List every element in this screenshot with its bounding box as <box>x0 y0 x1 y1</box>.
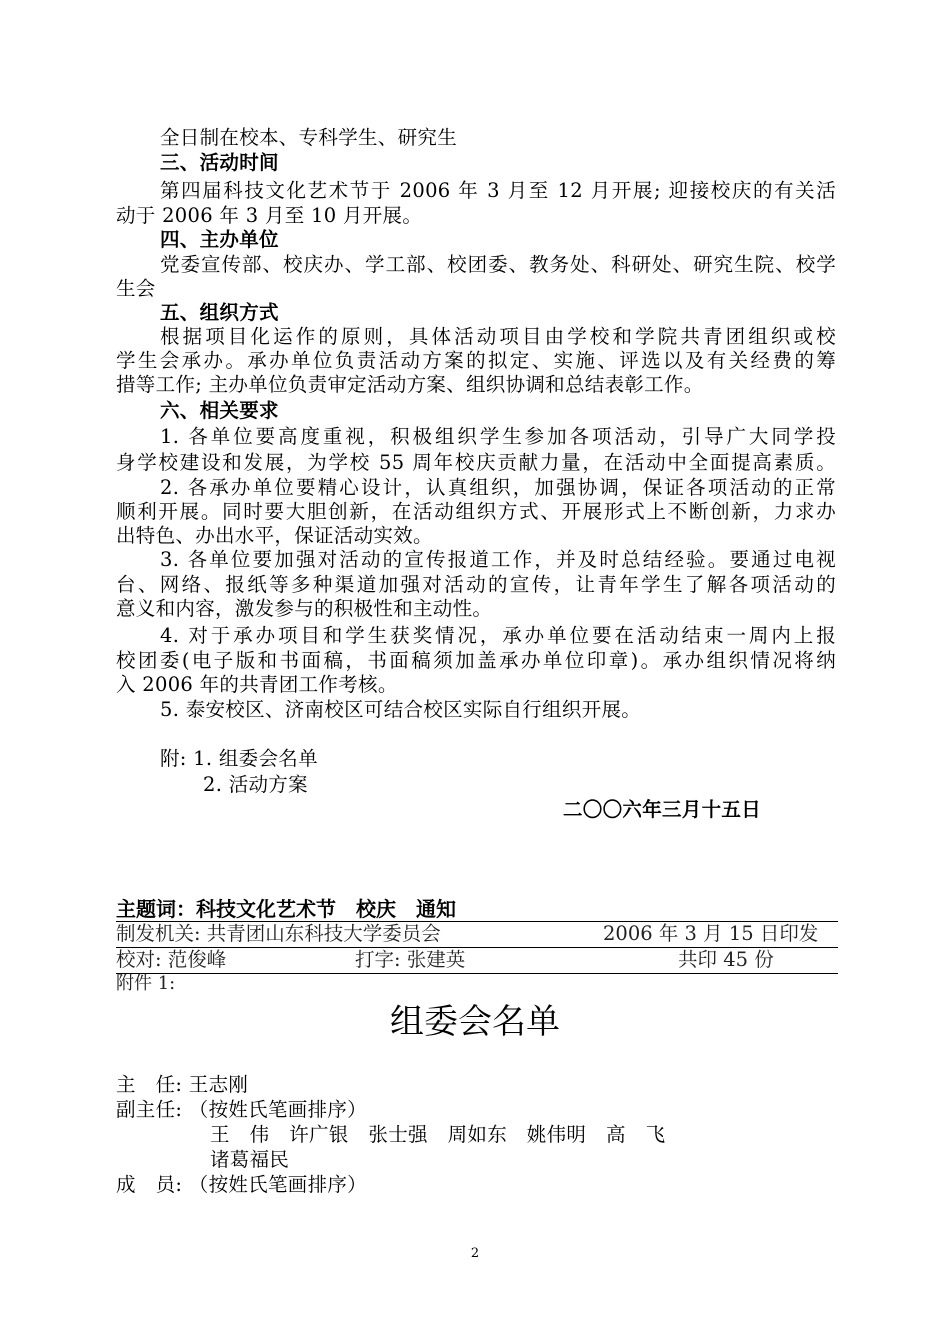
paragraph-line: 1. 各单位要高度重视，积极组织学生参加各项活动，引导广大同学投 <box>160 425 836 448</box>
scope-text: 全日制在校本、专科学生、研究生 <box>160 126 458 149</box>
paragraph-line: 意义和内容，激发参与的积极性和主动性。 <box>116 597 493 620</box>
paragraph-line: 措等工作; 主办单位负责审定活动方案、组织协调和总结表彰工作。 <box>116 373 704 396</box>
paragraph-line: 身学校建设和发展，为学校 55 周年校庆贡献力量，在活动中全面提高素质。 <box>116 451 836 474</box>
paragraph-line: 生会 <box>116 277 156 300</box>
committee-vice-directors-label: 副主任: （按姓氏笔画排序） <box>116 1098 367 1121</box>
committee-members-label: 成 员: （按姓氏笔画排序） <box>116 1173 367 1196</box>
paragraph-line: 学生会承办。承办单位负责活动方案的拟定、实施、评选以及有关经费的筹 <box>116 349 836 372</box>
committee-director: 主 任: 王志刚 <box>116 1073 249 1096</box>
paragraph-line: 2. 各承办单位要精心设计，认真组织，加强协调，保证各项活动的正常 <box>160 476 836 499</box>
page-number: 2 <box>470 1246 480 1261</box>
paragraph-line: 第四届科技文化艺术节于 2006 年 3 月至 12 月开展; 迎接校庆的有关活 <box>160 179 836 202</box>
issue-date: 二〇〇六年三月十五日 <box>563 798 762 821</box>
annex-title: 组委会名单 <box>390 1002 560 1042</box>
paragraph-line: 出特色、办出水平，保证活动实效。 <box>116 524 433 547</box>
section-heading-method: 五、组织方式 <box>160 301 279 324</box>
paragraph-line: 顺利开展。同时要大胆创新，在活动组织方式、开展形式上不断创新，力求办 <box>116 500 836 523</box>
paragraph-line: 党委宣传部、校庆办、学工部、校团委、教务处、科研处、研究生院、校学 <box>160 253 836 276</box>
attachment-list-item: 附: 1. 组委会名单 <box>160 747 318 770</box>
section-heading-organizer: 四、主办单位 <box>160 228 279 251</box>
paragraph-line: 4. 对于承办项目和学生获奖情况，承办单位要在活动结束一周内上报 <box>160 624 836 647</box>
proofreader: 校对: 范俊峰 <box>116 948 227 971</box>
paragraph-line: 根据项目化运作的原则，具体活动项目由学校和学院共青团组织或校 <box>160 325 836 348</box>
print-date: 2006 年 3 月 15 日印发 <box>603 922 819 945</box>
typist: 打字: 张建英 <box>355 948 466 971</box>
paragraph-line: 3. 各单位要加强对活动的宣传报道工作，并及时总结经验。要通过电视 <box>160 548 836 571</box>
attachment-list-item: 2. 活动方案 <box>203 773 308 796</box>
issuing-authority: 制发机关: 共青团山东科技大学委员会 <box>116 922 441 945</box>
subject-keywords: 主题词：科技文化艺术节 校庆 通知 <box>116 897 456 921</box>
copies-count: 共印 45 份 <box>678 948 774 971</box>
section-heading-time: 三、活动时间 <box>160 151 279 174</box>
paragraph-line: 校团委(电子版和书面稿，书面稿须加盖承办单位印章)。承办组织情况将纳 <box>116 649 836 672</box>
section-heading-requirements: 六、相关要求 <box>160 399 279 422</box>
committee-vice-directors-names: 王 伟 许广银 张士强 周如东 姚伟明 高 飞 <box>210 1123 666 1146</box>
committee-vice-directors-names: 诸葛福民 <box>210 1148 290 1171</box>
paragraph-line: 台、网络、报纸等多种渠道加强对活动的宣传，让青年学生了解各项活动的 <box>116 573 836 596</box>
paragraph-line: 动于 2006 年 3 月至 10 月开展。 <box>116 204 423 227</box>
paragraph-line: 入 2006 年的共青团工作考核。 <box>116 673 398 696</box>
divider <box>116 973 838 974</box>
paragraph-line: 5. 泰安校区、济南校区可结合校区实际自行组织开展。 <box>160 698 642 721</box>
annex-label: 附件 1: <box>116 973 176 994</box>
